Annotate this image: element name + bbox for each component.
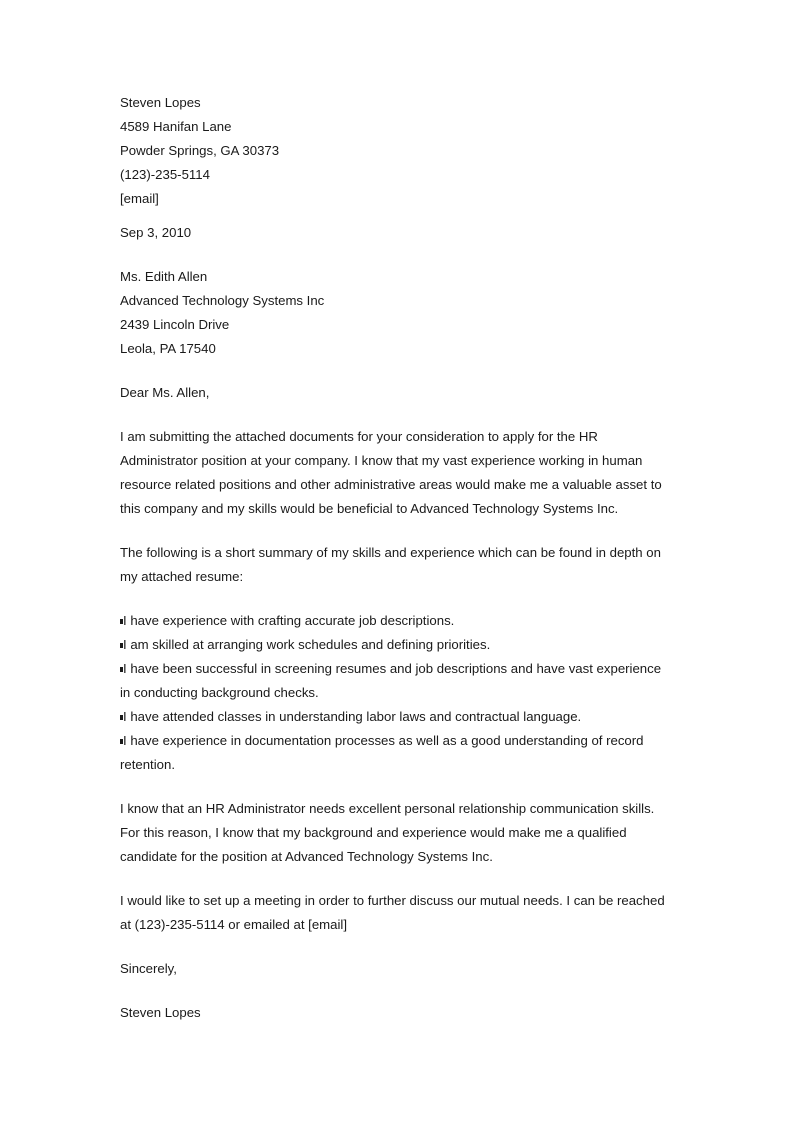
salutation: Dear Ms. Allen, xyxy=(120,385,210,400)
bullet-item xyxy=(120,657,680,681)
bullet-text: I have experience in documentation processes as well as a good understanding of record xyxy=(123,733,644,748)
recipient-city-state-zip: Leola, PA 17540 xyxy=(120,341,216,356)
paragraph-line: resource related positions and other administrative areas would make me a valuable asset to xyxy=(120,477,662,492)
bullet-item xyxy=(120,705,680,729)
recipient-company: Advanced Technology Systems Inc xyxy=(120,293,325,308)
recipient-address-block xyxy=(120,265,680,361)
paragraph-line: I would like to set up a meeting in order to further discuss our mutual needs. I can be reached xyxy=(120,893,665,908)
sender-city-state-zip: Powder Springs, GA 30373 xyxy=(120,143,280,158)
letter-date-block xyxy=(120,221,680,245)
bullet-continuation: retention. xyxy=(120,757,175,772)
sender-street: 4589 Hanifan Lane xyxy=(120,119,232,134)
recipient-street: 2439 Lincoln Drive xyxy=(120,317,230,332)
signature-block xyxy=(120,1001,680,1025)
signature-name: Steven Lopes xyxy=(120,1005,201,1020)
closing-block xyxy=(120,957,680,981)
paragraph-qualification xyxy=(120,797,680,869)
paragraph-line: at (123)-235-5114 or emailed at [email] xyxy=(120,917,347,932)
sender-phone: (123)-235-5114 xyxy=(120,167,210,182)
skills-bullet-list xyxy=(120,609,680,777)
paragraph-line: candidate for the position at Advanced Technology Systems Inc. xyxy=(120,849,493,864)
bullet-text: I have experience with crafting accurate job descriptions. xyxy=(123,613,455,628)
sender-name: Steven Lopes xyxy=(120,95,201,110)
sender-address-block xyxy=(120,91,680,211)
bullet-text: I am skilled at arranging work schedules and defining priorities. xyxy=(123,637,491,652)
bullet-text: I have been successful in screening resumes and job descriptions and have vast experience xyxy=(123,661,662,676)
bullet-text: I have attended classes in understanding labor laws and contractual language. xyxy=(123,709,582,724)
bullet-continuation: in conducting background checks. xyxy=(120,685,319,700)
cover-letter xyxy=(120,91,680,1025)
sender-email: [email] xyxy=(120,191,159,206)
salutation-block xyxy=(120,381,680,405)
paragraph-line: The following is a short summary of my skills and experience which can be found in depth on xyxy=(120,545,661,560)
paragraph-summary xyxy=(120,541,680,589)
closing: Sincerely, xyxy=(120,961,177,976)
bullet-item xyxy=(120,609,680,633)
paragraph-line: my attached resume: xyxy=(120,569,244,584)
paragraph-line: For this reason, I know that my background and experience would make me a qualified xyxy=(120,825,627,840)
paragraph-line: this company and my skills would be beneficial to Advanced Technology Systems Inc. xyxy=(120,501,619,516)
paragraph-intro xyxy=(120,425,680,521)
paragraph-line: I know that an HR Administrator needs excellent personal relationship communication skills. xyxy=(120,801,655,816)
paragraph-contact xyxy=(120,889,680,937)
bullet-item xyxy=(120,633,680,657)
paragraph-line: Administrator position at your company. I know that my vast experience working in human xyxy=(120,453,643,468)
bullet-item xyxy=(120,729,680,753)
paragraph-line: I am submitting the attached documents for your consideration to apply for the HR xyxy=(120,429,598,444)
letter-date: Sep 3, 2010 xyxy=(120,225,192,240)
recipient-name: Ms. Edith Allen xyxy=(120,269,208,284)
